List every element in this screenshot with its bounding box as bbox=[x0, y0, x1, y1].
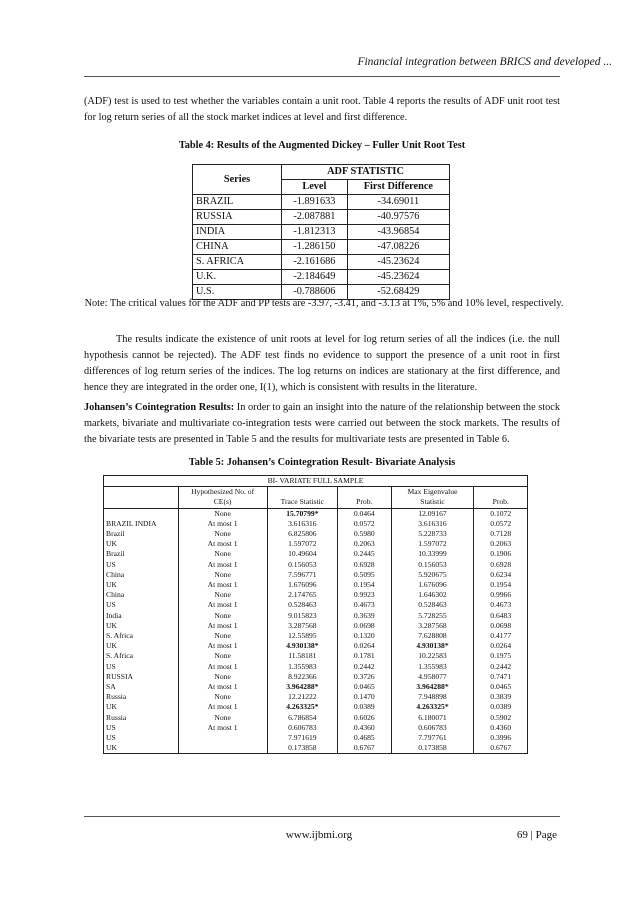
table5-cell-max-eigen: 5.728255 bbox=[391, 611, 474, 621]
table5-cell-trace: 0.156053 bbox=[267, 560, 337, 570]
table5-cell-hypothesis: At most 1 bbox=[178, 600, 267, 610]
table5-cell-trace: 3.287568 bbox=[267, 621, 337, 631]
table5-cell-max-eigen: 10.33999 bbox=[391, 549, 474, 559]
table5-cell-trace: 1.597072 bbox=[267, 539, 337, 549]
table5-cell-prob-max: 0.1906 bbox=[474, 549, 528, 559]
table5-cell-prob-max: 0.6234 bbox=[474, 570, 528, 580]
table4-header-level: Level bbox=[282, 180, 348, 195]
table5-header-prob2 bbox=[474, 487, 528, 508]
table5-header-max-line1: Max Eigenvalue bbox=[407, 487, 458, 497]
table4-cell-series: U.S. bbox=[193, 285, 282, 300]
table5-cell-hypothesis: At most 1 bbox=[178, 560, 267, 570]
table5-header-trace-label: Trace Statistic bbox=[280, 497, 325, 507]
table5-cell-prob-trace: 0.4360 bbox=[338, 723, 392, 733]
table5-cell-prob-trace: 0.2442 bbox=[338, 662, 392, 672]
table5-cell-pair: Brazil bbox=[104, 529, 179, 539]
table5-cell-prob-max: 0.3996 bbox=[474, 733, 528, 743]
table5-cell-max-eigen: 1.676096 bbox=[391, 580, 474, 590]
table4-caption: Table 4: Results of the Augmented Dickey – Fuller Unit Root Test bbox=[178, 140, 466, 151]
table4-cell-series: RUSSIA bbox=[193, 210, 282, 225]
table5-row bbox=[104, 508, 528, 519]
table4-cell-series: CHINA bbox=[193, 240, 282, 255]
table5-cell-prob-max: 0.6483 bbox=[474, 611, 528, 621]
table5-cell-prob-trace: 0.1781 bbox=[338, 651, 392, 661]
table5-cell-prob-max: 0.0698 bbox=[474, 621, 528, 631]
table5-header-prob2-label: Prob. bbox=[492, 497, 509, 507]
table5-cell-hypothesis: At most 1 bbox=[178, 519, 267, 529]
table5-cell-max-eigen: 7.628808 bbox=[391, 631, 474, 641]
table5-cell-hypothesis: None bbox=[178, 692, 267, 702]
johansen-text: In order to gain an insight into the nature of the relationship between the stock markets, bivariate and multivariate co-integration tests were carried out between the stock markets. The results of the bivariate tests are presented in Table 5 and the results for multivariate tests are presented in Table 6. bbox=[84, 402, 560, 445]
table4-header-series: Series bbox=[193, 165, 282, 195]
table5-cell-prob-max: 0.5902 bbox=[474, 713, 528, 723]
table5-cell-hypothesis: At most 1 bbox=[178, 662, 267, 672]
table5-row bbox=[104, 702, 528, 712]
table5-header-blank bbox=[104, 487, 179, 508]
table5-cell-pair: UK bbox=[104, 539, 179, 549]
table5-cell-trace: 7.596771 bbox=[267, 570, 337, 580]
table5-cell-prob-trace: 0.4673 bbox=[338, 600, 392, 610]
table5-cell-hypothesis: None bbox=[178, 672, 267, 682]
table5-cell-prob-max: 0.4177 bbox=[474, 631, 528, 641]
table5-cell-hypothesis: At most 1 bbox=[178, 621, 267, 631]
table5-cell-hypothesis: At most 1 bbox=[178, 580, 267, 590]
table5-cell-trace: 7.971619 bbox=[267, 733, 337, 743]
table4-cell-level: -1.812313 bbox=[282, 225, 348, 240]
table4-cell-level: -2.087881 bbox=[282, 210, 348, 225]
table5-cell-max-eigen: 7.797761 bbox=[391, 733, 474, 743]
table5-cell-prob-trace: 0.1470 bbox=[338, 692, 392, 702]
results-paragraph: The results indicate the existence of unit roots at level for log return series of all the indices (i.e. the null hypothesis cannot be rejected). The ADF test finds no evidence to support the presence of a unit root in first differences of log return series of the indices. The log returns on indices are stationary at the first difference, and hence they are integrated in the order one, I(1), which is consistent with results in the literature. bbox=[84, 334, 560, 393]
table5-cell-pair: US bbox=[104, 560, 179, 570]
table5-cell-max-eigen: 4.930138* bbox=[391, 641, 474, 651]
table5-cell-prob-max: 0.3839 bbox=[474, 692, 528, 702]
table5-row bbox=[104, 621, 528, 631]
table4-cell-first: -45.23624 bbox=[347, 255, 449, 270]
footer-page-number: 69 | Page bbox=[516, 829, 557, 841]
table5-cell-prob-max: 0.6767 bbox=[474, 743, 528, 754]
table5-header-hyp bbox=[178, 487, 267, 508]
table5-cell-max-eigen: 10.22583 bbox=[391, 651, 474, 661]
table5-cell-max-eigen: 7.948898 bbox=[391, 692, 474, 702]
table5-title: BI- VARIATE FULL SAMPLE bbox=[104, 476, 528, 487]
table4-row bbox=[193, 225, 450, 240]
table5-cell-pair: UK bbox=[104, 743, 179, 754]
table5-cell-max-eigen: 3.287568 bbox=[391, 621, 474, 631]
table5-cell-pair bbox=[104, 508, 179, 519]
table4-cell-first: -47.08226 bbox=[347, 240, 449, 255]
table5-row bbox=[104, 539, 528, 549]
table5-cell-prob-max: 0.1975 bbox=[474, 651, 528, 661]
table5-cell-prob-trace: 0.1320 bbox=[338, 631, 392, 641]
table5-cell-pair: BRAZIL INDIA bbox=[104, 519, 179, 529]
table5-row bbox=[104, 519, 528, 529]
table4-cell-first: -40.97576 bbox=[347, 210, 449, 225]
table5-header-trace bbox=[267, 487, 337, 508]
table5-row bbox=[104, 723, 528, 733]
table5-cell-prob-max: 0.2442 bbox=[474, 662, 528, 672]
table5-cell-pair: US bbox=[104, 733, 179, 743]
table4-cell-series: INDIA bbox=[193, 225, 282, 240]
table5-cell-prob-trace: 0.0264 bbox=[338, 641, 392, 651]
table4-header-first: First Difference bbox=[347, 180, 449, 195]
table5-row bbox=[104, 529, 528, 539]
table5-cell-prob-trace: 0.2063 bbox=[338, 539, 392, 549]
table5-cell-trace: 4.930138* bbox=[267, 641, 337, 651]
table5-cell-trace: 3.616316 bbox=[267, 519, 337, 529]
table5-cell-prob-max: 0.6928 bbox=[474, 560, 528, 570]
table5-cell-prob-trace: 0.0698 bbox=[338, 621, 392, 631]
table5-cell-prob-trace: 0.3639 bbox=[338, 611, 392, 621]
table5-cell-trace: 0.528463 bbox=[267, 600, 337, 610]
table5-cell-prob-max: 0.0264 bbox=[474, 641, 528, 651]
table5-cell-trace: 3.964288* bbox=[267, 682, 337, 692]
table5-cell-prob-trace: 0.0464 bbox=[338, 508, 392, 519]
table5-cell-trace: 4.263325* bbox=[267, 702, 337, 712]
table5-cell-prob-max: 0.1954 bbox=[474, 580, 528, 590]
table5-cell-prob-trace: 0.9923 bbox=[338, 590, 392, 600]
table5-cell-prob-trace: 0.4685 bbox=[338, 733, 392, 743]
table4-cell-first: -34.69011 bbox=[347, 195, 449, 210]
table5-cell-trace: 15.70799* bbox=[267, 508, 337, 519]
table5-cell-prob-max: 0.4360 bbox=[474, 723, 528, 733]
table5-cell-trace: 10.49604 bbox=[267, 549, 337, 559]
table4-row bbox=[193, 240, 450, 255]
table5-cell-max-eigen: 5.920675 bbox=[391, 570, 474, 580]
table4-header-group: ADF STATISTIC bbox=[282, 165, 450, 180]
table5-header-hyp-line2: CE(s) bbox=[213, 497, 232, 507]
table5-cell-hypothesis: None bbox=[178, 611, 267, 621]
table5-body bbox=[104, 476, 528, 754]
header-rule bbox=[84, 76, 560, 77]
table5-header-hyp-line1: Hypothesized No. of bbox=[191, 487, 255, 497]
table5-cell-prob-trace: 0.0465 bbox=[338, 682, 392, 692]
table5-cell-pair: Russia bbox=[104, 713, 179, 723]
table5-cell-pair: India bbox=[104, 611, 179, 621]
running-header: Financial integration between BRICS and developed ... bbox=[357, 56, 612, 68]
table5-row bbox=[104, 611, 528, 621]
table5-cell-prob-trace: 0.6767 bbox=[338, 743, 392, 754]
table5-cell-max-eigen: 0.173858 bbox=[391, 743, 474, 754]
table5-row bbox=[104, 713, 528, 723]
table5-row bbox=[104, 733, 528, 743]
table5-row bbox=[104, 743, 528, 754]
table5-header-max bbox=[391, 487, 474, 508]
table4-cell-level: -1.891633 bbox=[282, 195, 348, 210]
table5-cell-prob-trace: 0.5095 bbox=[338, 570, 392, 580]
table5-row bbox=[104, 580, 528, 590]
table5-cell-trace: 12.21222 bbox=[267, 692, 337, 702]
table4-cell-series: BRAZIL bbox=[193, 195, 282, 210]
table5-header-max-line2: Statistic bbox=[420, 497, 445, 507]
table5-cell-hypothesis: None bbox=[178, 529, 267, 539]
table5-cell-pair: S. Africa bbox=[104, 631, 179, 641]
table4-cell-level: -2.184649 bbox=[282, 270, 348, 285]
table5-cell-hypothesis bbox=[178, 733, 267, 743]
table5-row bbox=[104, 549, 528, 559]
footer-rule bbox=[84, 816, 560, 817]
table5-cell-trace: 0.606783 bbox=[267, 723, 337, 733]
table5-cell-trace: 1.676096 bbox=[267, 580, 337, 590]
table5-cell-hypothesis: None bbox=[178, 651, 267, 661]
table4-cell-level: -1.286150 bbox=[282, 240, 348, 255]
table5-cell-prob-max: 0.9966 bbox=[474, 590, 528, 600]
table5-row bbox=[104, 600, 528, 610]
table5-cell-prob-trace: 0.0389 bbox=[338, 702, 392, 712]
table5-cell-max-eigen: 12.09167 bbox=[391, 508, 474, 519]
table5-row bbox=[104, 662, 528, 672]
table5-cell-max-eigen: 3.964288* bbox=[391, 682, 474, 692]
table5-cell-pair: China bbox=[104, 590, 179, 600]
table5-row bbox=[104, 692, 528, 702]
table5-caption: Table 5: Johansen’s Cointegration Result- Bivariate Analysis bbox=[188, 457, 456, 468]
table4-row bbox=[193, 270, 450, 285]
table5-cell-prob-trace: 0.6026 bbox=[338, 713, 392, 723]
table5-cell-pair: US bbox=[104, 662, 179, 672]
table5-row bbox=[104, 672, 528, 682]
table5-row bbox=[104, 631, 528, 641]
table5-cell-prob-trace: 0.0572 bbox=[338, 519, 392, 529]
table5-cell-hypothesis: At most 1 bbox=[178, 723, 267, 733]
table5-cell-hypothesis: At most 1 bbox=[178, 702, 267, 712]
johansen-paragraph bbox=[84, 400, 560, 448]
table5-cell-hypothesis: At most 1 bbox=[178, 682, 267, 692]
table5-cell-max-eigen: 6.180071 bbox=[391, 713, 474, 723]
table4-cell-level: -2.161686 bbox=[282, 255, 348, 270]
table5-cell-max-eigen: 3.616316 bbox=[391, 519, 474, 529]
table5-header-prob1-label: Prob. bbox=[356, 497, 373, 507]
table4-row bbox=[193, 195, 450, 210]
table5-cell-hypothesis: At most 1 bbox=[178, 641, 267, 651]
table5-cell-max-eigen: 1.646302 bbox=[391, 590, 474, 600]
table5-cell-trace: 2.174765 bbox=[267, 590, 337, 600]
table5-cell-hypothesis: At most 1 bbox=[178, 539, 267, 549]
table5-cell-pair: UK bbox=[104, 641, 179, 651]
table5-cell-max-eigen: 0.156053 bbox=[391, 560, 474, 570]
table5-cell-pair: China bbox=[104, 570, 179, 580]
table5-cell-hypothesis: None bbox=[178, 570, 267, 580]
table5-cell-trace: 9.015823 bbox=[267, 611, 337, 621]
table5-cell-max-eigen: 0.528463 bbox=[391, 600, 474, 610]
table5 bbox=[103, 475, 528, 754]
table4-cell-level: -0.788606 bbox=[282, 285, 348, 300]
table5-cell-pair: Russia bbox=[104, 692, 179, 702]
footer-url: www.ijbmi.org bbox=[285, 829, 353, 841]
table4-cell-series: U.K. bbox=[193, 270, 282, 285]
table5-cell-pair: UK bbox=[104, 702, 179, 712]
table5-cell-max-eigen: 4.263325* bbox=[391, 702, 474, 712]
table5-cell-hypothesis: None bbox=[178, 590, 267, 600]
table5-row bbox=[104, 590, 528, 600]
table5-cell-prob-trace: 0.2445 bbox=[338, 549, 392, 559]
table5-cell-hypothesis: None bbox=[178, 549, 267, 559]
table5-cell-hypothesis bbox=[178, 743, 267, 754]
table5-row bbox=[104, 570, 528, 580]
table5-cell-prob-max: 0.7128 bbox=[474, 529, 528, 539]
table5-cell-pair: UK bbox=[104, 621, 179, 631]
table5-cell-max-eigen: 4.958077 bbox=[391, 672, 474, 682]
table5-cell-prob-trace: 0.1954 bbox=[338, 580, 392, 590]
table5-cell-prob-max: 0.0389 bbox=[474, 702, 528, 712]
table5-cell-pair: UK bbox=[104, 580, 179, 590]
table4-row bbox=[193, 210, 450, 225]
table5-cell-prob-trace: 0.5980 bbox=[338, 529, 392, 539]
table5-cell-hypothesis: None bbox=[178, 508, 267, 519]
table5-cell-max-eigen: 5.228733 bbox=[391, 529, 474, 539]
table4-cell-series: S. AFRICA bbox=[193, 255, 282, 270]
table4-note: Note: The critical values for the ADF and PP tests are -3.97, -3.41, and -3.13 at 1%, 5% and 10% level, respectively. bbox=[84, 298, 564, 309]
table5-cell-trace: 6.786854 bbox=[267, 713, 337, 723]
table5-cell-hypothesis: None bbox=[178, 631, 267, 641]
table5-cell-prob-max: 0.4673 bbox=[474, 600, 528, 610]
table5-cell-pair: S. Africa bbox=[104, 651, 179, 661]
table4 bbox=[192, 164, 450, 300]
table4-cell-first: -52.68429 bbox=[347, 285, 449, 300]
table4-body bbox=[193, 195, 450, 300]
table5-cell-pair: US bbox=[104, 600, 179, 610]
table5-cell-max-eigen: 1.597072 bbox=[391, 539, 474, 549]
table5-cell-prob-trace: 0.6928 bbox=[338, 560, 392, 570]
table5-cell-pair: SA bbox=[104, 682, 179, 692]
table5-cell-trace: 6.825806 bbox=[267, 529, 337, 539]
table5-cell-max-eigen: 1.355983 bbox=[391, 662, 474, 672]
table5-cell-pair: RUSSIA bbox=[104, 672, 179, 682]
table5-cell-hypothesis: None bbox=[178, 713, 267, 723]
table5-cell-prob-max: 0.1072 bbox=[474, 508, 528, 519]
table4-cell-first: -43.96854 bbox=[347, 225, 449, 240]
table5-cell-pair: US bbox=[104, 723, 179, 733]
table5-cell-prob-max: 0.7471 bbox=[474, 672, 528, 682]
table5-cell-prob-max: 0.0572 bbox=[474, 519, 528, 529]
table5-row bbox=[104, 641, 528, 651]
table5-cell-prob-max: 0.2063 bbox=[474, 539, 528, 549]
intro-paragraph: (ADF) test is used to test whether the variables contain a unit root. Table 4 reports the results of ADF unit root test for log return series of all the stock market indices at level and first difference. bbox=[84, 96, 560, 123]
table5-cell-trace: 11.58181 bbox=[267, 651, 337, 661]
table5-cell-prob-max: 0.0465 bbox=[474, 682, 528, 692]
table5-cell-trace: 12.55895 bbox=[267, 631, 337, 641]
johansen-heading: Johansen’s Cointegration Results: bbox=[84, 402, 235, 413]
table5-header-prob1 bbox=[338, 487, 392, 508]
table5-row bbox=[104, 682, 528, 692]
table5-cell-max-eigen: 0.606783 bbox=[391, 723, 474, 733]
table5-cell-prob-trace: 0.3726 bbox=[338, 672, 392, 682]
table5-cell-trace: 1.355983 bbox=[267, 662, 337, 672]
table5-row bbox=[104, 651, 528, 661]
table4-cell-first: -45.23624 bbox=[347, 270, 449, 285]
table5-cell-pair: Brazil bbox=[104, 549, 179, 559]
table5-cell-trace: 0.173858 bbox=[267, 743, 337, 754]
table4-row bbox=[193, 255, 450, 270]
table5-row bbox=[104, 560, 528, 570]
table5-cell-trace: 8.922366 bbox=[267, 672, 337, 682]
